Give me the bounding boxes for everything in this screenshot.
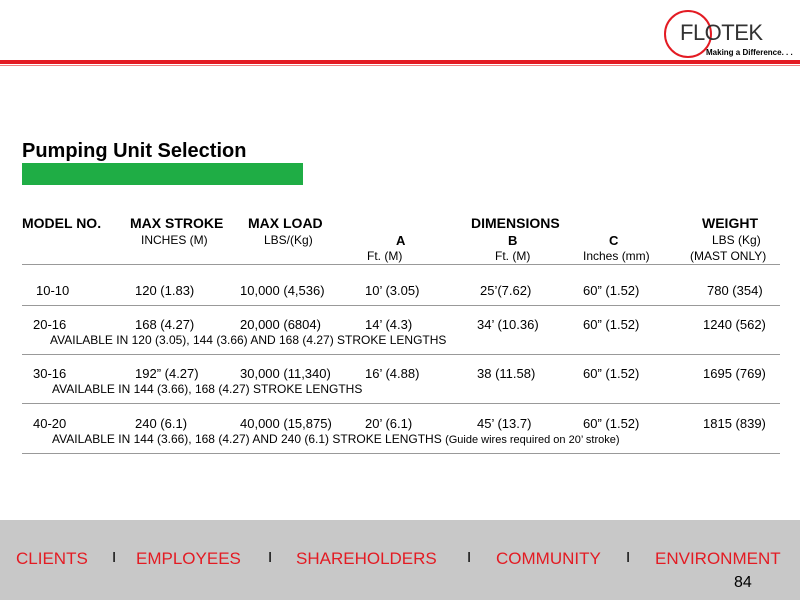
header-dim-c: C (609, 233, 619, 248)
header-dim-a: A (396, 233, 406, 248)
cell-load: 20,000 (6804) (240, 317, 321, 332)
header-max-load-unit: LBS/(Kg) (264, 233, 313, 247)
cell-load: 30,000 (11,340) (240, 366, 331, 381)
title-accent-bar (22, 163, 303, 185)
cell-dim-b: 45’ (13.7) (477, 416, 532, 431)
header-weight: WEIGHT (702, 215, 758, 231)
flotek-logo (664, 6, 798, 62)
cell-dim-b: 38 (11.58) (477, 366, 536, 381)
cell-stroke: 240 (6.1) (135, 416, 188, 431)
footer-item-environment[interactable]: ENVIRONMENT (655, 549, 781, 568)
row-note (52, 432, 620, 446)
footer-separator: I (112, 549, 117, 566)
cell-model: 20-16 (33, 317, 67, 332)
cell-model: 10-10 (36, 283, 70, 298)
footer-separator: I (626, 549, 631, 566)
row-note: AVAILABLE IN 144 (3.66), 168 (4.27) STROKE LENGTHS (52, 382, 363, 396)
header-dim-b: B (508, 233, 518, 248)
footer-separator: I (268, 549, 273, 566)
header-dim-b-unit: Ft. (M) (495, 249, 531, 263)
logo-name: FLOTEK (680, 20, 763, 45)
footer-item-community[interactable]: COMMUNITY (496, 549, 601, 568)
row-divider (22, 453, 780, 454)
cell-dim-b: 34’ (10.36) (477, 317, 539, 332)
row-note: AVAILABLE IN 120 (3.05), 144 (3.66) AND 168 (4.27) STROKE LENGTHS (50, 333, 447, 347)
header-weight-note: (MAST ONLY) (690, 249, 767, 263)
footer-item-shareholders[interactable]: SHAREHOLDERS (296, 549, 437, 568)
cell-dim-a: 16’ (4.88) (365, 366, 420, 381)
row-divider (22, 403, 780, 404)
footer-item-clients[interactable]: CLIENTS (16, 549, 88, 568)
cell-stroke: 168 (4.27) (135, 317, 195, 332)
footer-item-employees[interactable]: EMPLOYEES (136, 549, 241, 568)
cell-stroke: 120 (1.83) (135, 283, 195, 298)
cell-dim-a: 14’ (4.3) (365, 317, 413, 332)
footer-separator: I (467, 549, 472, 566)
header-max-stroke: MAX STROKE (130, 215, 224, 231)
cell-dim-c: 60” (1.52) (583, 317, 640, 332)
cell-dim-b: 25’(7.62) (480, 283, 532, 298)
cell-weight: 1695 (769) (703, 366, 766, 381)
page-title: Pumping Unit Selection (22, 140, 247, 162)
cell-model: 40-20 (33, 416, 67, 431)
cell-load: 10,000 (4,536) (240, 283, 325, 298)
header-dim-c-unit: Inches (mm) (583, 249, 650, 263)
header-red-rule (0, 60, 800, 64)
header-dim-a-unit: Ft. (M) (367, 249, 403, 263)
logo-tagline: Making a Difference. . . (706, 48, 793, 57)
header-divider (22, 264, 780, 265)
header-red-rule-thin (0, 65, 800, 66)
cell-dim-a: 10’ (3.05) (365, 283, 420, 298)
cell-weight: 1240 (562) (703, 317, 766, 332)
cell-weight: 1815 (839) (703, 416, 766, 431)
header-max-load: MAX LOAD (248, 215, 323, 231)
row-note-main: AVAILABLE IN 144 (3.66), 168 (4.27) AND 240 (6.1) STROKE LENGTHS (52, 432, 442, 446)
header-dimensions: DIMENSIONS (471, 215, 560, 231)
cell-dim-c: 60” (1.52) (583, 416, 640, 431)
header-max-stroke-unit: INCHES (M) (141, 233, 208, 247)
header-weight-unit: LBS (Kg) (712, 233, 761, 247)
cell-dim-c: 60” (1.52) (583, 283, 640, 298)
header-model: MODEL NO. (22, 215, 102, 231)
cell-weight: 780 (354) (707, 283, 763, 298)
row-note-small: (Guide wires required on 20’ stroke) (445, 434, 620, 446)
row-divider (22, 305, 780, 306)
cell-stroke: 192” (4.27) (135, 366, 199, 381)
cell-dim-a: 20’ (6.1) (365, 416, 413, 431)
cell-model: 30-16 (33, 366, 67, 381)
page-number: 84 (734, 574, 752, 591)
row-divider (22, 354, 780, 355)
cell-dim-c: 60” (1.52) (583, 366, 640, 381)
cell-load: 40,000 (15,875) (240, 416, 332, 431)
